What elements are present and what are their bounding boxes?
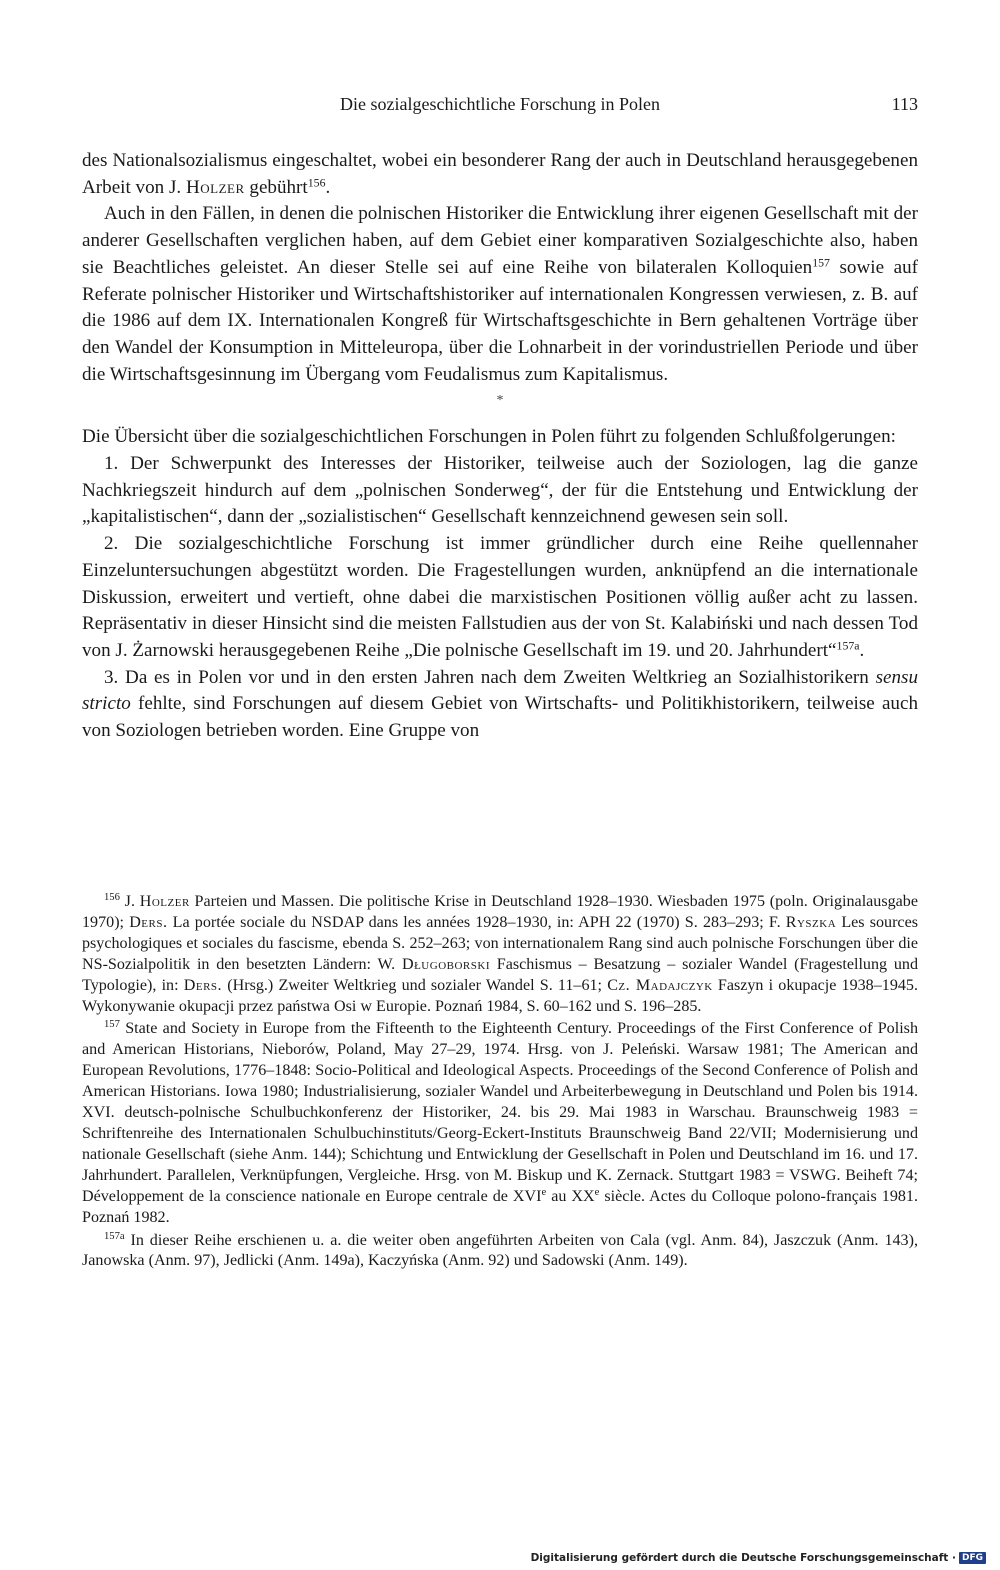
dfg-credit [531, 1552, 986, 1564]
footnote-number: 156 [104, 892, 120, 904]
footnote-ref-157a[interactable]: 157a [836, 638, 860, 653]
footnotes [82, 892, 918, 1272]
paragraph-4: 1. Der Schwerpunkt des Interesses der Historiker, teilweise auch der Soziologen, lag die ganze Nachkriegszeit hindurch auf dem „polnischen Sonderweg“, der für die Entstehung und Entwicklung der „kapitalistischen“, dann der „sozialistischen“ Gesellschaft kennzeichnend gewesen sein soll. [82, 453, 918, 528]
paragraph-3: Die Übersicht über die sozialgeschichtlichen Forschungen in Polen führt zu folgenden Schlußfolgerungen: [82, 426, 896, 448]
paragraph-2: Auch in den Fällen, in denen die polnischen Historiker die Entwicklung ihrer eigenen Gesellschaft mit der anderer Gesellschaften verglichen haben, auf dem Gebiet einer komparativen Sozialgeschichte also, haben sie Beachtliches geleistet. An dieser Stelle sei auf eine Reihe von bilateralen Kolloquien$^{157}$ sowie auf Referate polnischer Historiker und Wirtschaftshistoriker auf internationalen Kongressen verwiesen, z. B. auf die 1986 auf dem IX. Internationalen Kongreß für Wirtschaftsgeschichte in Bern gehaltenen Vorträge über den Wandel der Konsumption in Mitteleuropa, über die Lohnarbeit in der vorindustriellen Periode und über die Wirtschaftsgesinnung im Übergang vom Feudalismus zum Kapitalismus. [82, 203, 918, 385]
running-title: Die sozialgeschichtliche Forschung in Polen [340, 94, 660, 114]
footnote-157a: $^{157a}$ In dieser Reihe erschienen u. a. die weiter oben angeführten Arbeiten von Cala (vgl. Anm. 84), Jaszczuk (Anm. 143), Janowska (Anm. 97), Jedlicki (Anm. 149a), Kaczyńska (Anm. 92) und Sadowski (Anm. 149). [82, 1230, 918, 1270]
dfg-logo-icon: DFG [959, 1552, 986, 1564]
footnote-number: 157a [104, 1230, 125, 1242]
paragraph-6: 3. Da es in Polen vor und in den ersten Jahren nach dem Zweiten Weltkrieg an Sozialhistorikern sensu stricto fehlte, sind Forschungen auf diesem Gebiet von Wirtschafts- und Politikhistorikern, teilweise auch von Soziologen betrieben worden. Eine Gruppe von [82, 666, 918, 742]
footnote-156: $^{156}$ J. Holzer Parteien und Massen. Die politische Krise in Deutschland 1928–1930. Wiesbaden 1975 (poln. Originalausgabe 1970); Ders. La portée sociale du NSDAP dans les années 1928–1930, in: APH 22 (1970) S. 283–293; F. Ryszka Les sources psychologiques et sociales du fascisme, ebenda S. 252–263; von internationalem Rang sind auch polnische Forschungen über die NS-Sozialpolitik in den besetzten Ländern: W. Długoborski Faschismus – Besatzung – sozialer Wandel (Fragestellung und Typologie), in: Ders. (Hrsg.) Zweiter Weltkrieg und sozialer Wandel S. 11–61; Cz. Madajczyk Faszyn i okupacje 1938–1945. Wykonywanie okupacji przez państwa Osi w Europie. Poznań 1984, S. 60–162 und S. 196–285. [82, 892, 918, 1015]
footnote-ref-156[interactable]: 156 [307, 175, 326, 190]
footnote-ref-157[interactable]: 157 [812, 255, 830, 270]
dfg-credit-text: Digitalisierung gefördert durch die Deutsche Forschungsgemeinschaft · [530, 1552, 956, 1564]
paragraph-1: des Nationalsozialismus eingeschaltet, wobei ein besonderer Rang der auch in Deutschland herausgegebenen Arbeit von J. Holzer gebührt$^{156}$. [82, 150, 918, 198]
main-text [82, 148, 918, 745]
paragraph-5: 2. Die sozialgeschichtliche Forschung ist immer gründlicher durch eine Reihe quellennaher Einzeluntersuchungen abgestützt worden. Die Fragestellungen wurden, anknüpfend an die internationale Diskussion, erweitert und vertieft, ohne dabei die marxistischen Positionen völlig außer acht zu lassen. Repräsentativ in dieser Hinsicht sind die meisten Fallstudien aus der von St. Kalabiński und nach dessen Tod von J. Żarnowski herausgegebenen Reihe „Die polnische Gesellschaft im 19. und 20. Jahrhundert“$^{157a}$. [82, 533, 918, 661]
footnote-157: $^{157}$ State and Society in Europe from the Fifteenth to the Eighteenth Century. Proceedings of the First Conference of Polish and American Historians, Nieborów, Poland, May 27–29, 1974. Hrsg. von J. Peleński. Warsaw 1981; The American and European Revolutions, 1776–1848: Socio-Political and Ideological Aspects. Proceedings of the Second Conference of Polish and American Historians. Iowa 1980; Industrialisierung, sozialer Wandel und Arbeiterbewegung in Deutschland und Polen bis 1914. XVI. deutsch-polnische Schulbuchkonferenz der Historiker, 24. bis 29. Mai 1983 in Warschau. Braunschweig 1983 = Schriftenreihe des Internationalen Schulbuchinstituts/Georg-Eckert-Instituts Braunschweig Band 22/VII; Modernisierung und nationale Gesellschaft (siehe Anm. 144); Schichtung und Entwicklung der Gesellschaft in Polen und Deutschland im 16. und 17. Jahrhundert. Parallelen, Verknüpfungen, Vergleiche. Hrsg. von M. Biskup und K. Zernack. Stuttgart 1983 = VSWG. Beiheft 74; Développement de la conscience nationale en Europe centrale de XVIe au XXe siècle. Actes du Colloque polono-français 1981. Poznań 1982. [82, 1019, 918, 1226]
section-separator: * [496, 393, 504, 409]
page-number: 113 [891, 94, 918, 114]
footnote-number: 157 [104, 1019, 120, 1031]
